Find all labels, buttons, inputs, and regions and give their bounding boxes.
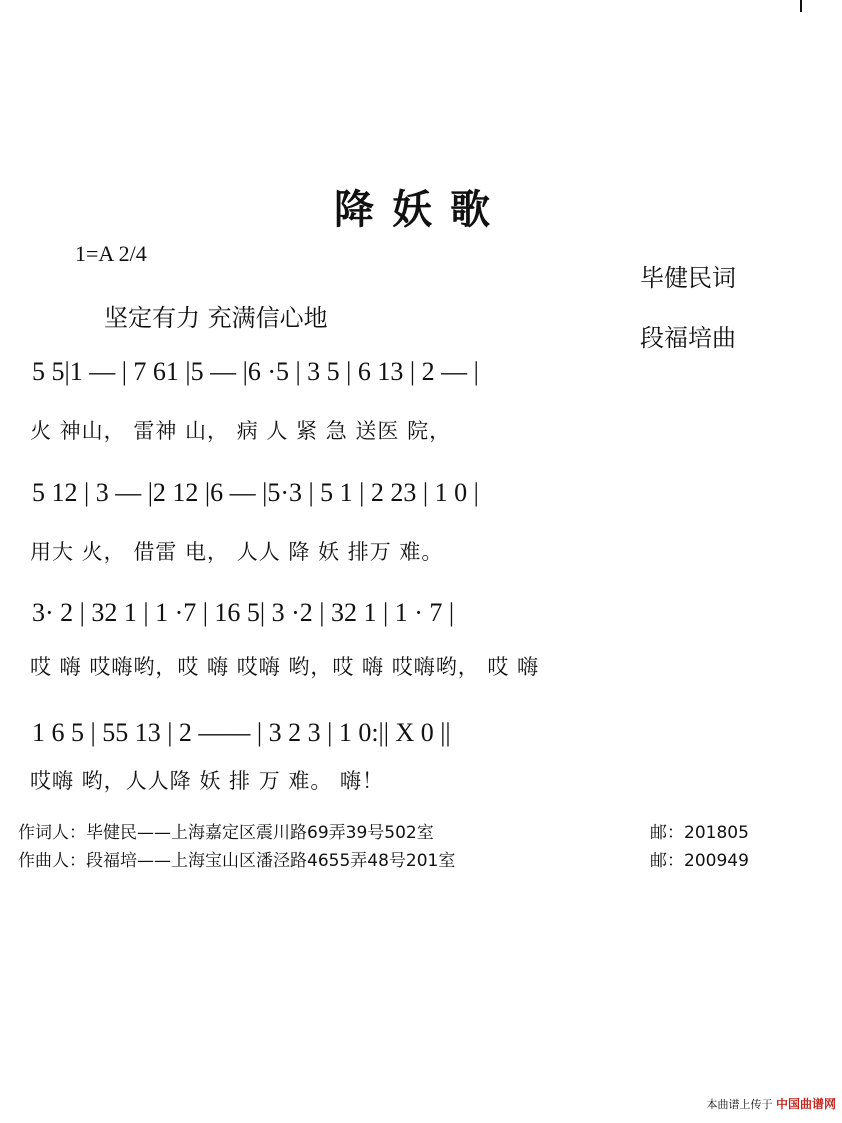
lyric-line-4: 哎嗨 哟，人人降 妖 排 万 难。 嗨！ xyxy=(30,769,385,793)
composer-role: 作曲人：段福培 xyxy=(18,851,137,871)
source-prefix: 本曲谱上传于 xyxy=(706,1098,773,1111)
source-brand: 中国曲谱网 xyxy=(775,1097,836,1111)
lyricist-contact xyxy=(18,818,434,843)
key-and-meter: 1=A 2/4 xyxy=(75,241,147,266)
notation-line-4: 1 6 5 | 55 13 | 2 —— | 3 2 3 | 1 0:|| X 0 || xyxy=(32,718,451,747)
source-watermark xyxy=(706,1095,836,1112)
composer-address: ——上海宝山区潘泾路4655弄48号201室 xyxy=(137,851,456,871)
lyricist-address: ——上海嘉定区震川路69弄39号502室 xyxy=(137,823,434,843)
lyricist-postcode: 邮：201805 xyxy=(650,823,749,843)
composer-credit: 段福培曲 xyxy=(640,324,736,352)
lyricist-credit: 毕健民词 xyxy=(640,264,736,292)
notation-line-1: 5 5|1 — | 7 61 |5 — |6 ·5 | 3 5 | 6 13 | 2 — | xyxy=(32,357,479,386)
lyric-line-2: 用大 火， 借雷 电， 人人 降 妖 排万 难。 xyxy=(30,540,444,564)
lyric-line-3: 哎 嗨 哎嗨哟，哎 嗨 哎嗨 哟，哎 嗨 哎嗨哟， 哎 嗨 xyxy=(30,655,540,679)
lyric-line-1: 火 神山， 雷神 山， 病 人 紧 急 送医 院， xyxy=(30,419,452,443)
composer-contact xyxy=(18,846,455,871)
notation-line-3: 3· 2 | 32 1 | 1 ·7 | 16 5| 3 ·2 | 32 1 | 1 · 7 | xyxy=(32,598,455,627)
lyricist-role: 作词人：毕健民 xyxy=(18,823,137,843)
composer-postcode: 邮：200949 xyxy=(650,851,749,871)
page-corner-rule xyxy=(800,0,802,12)
song-title: 降妖歌 xyxy=(334,186,508,233)
tempo-marking: 坚定有力 充满信心地 xyxy=(104,304,328,332)
notation-line-2: 5 12 | 3 — |2 12 |6 — |5·3 | 5 1 | 2 23 | 1 0 | xyxy=(32,478,479,507)
